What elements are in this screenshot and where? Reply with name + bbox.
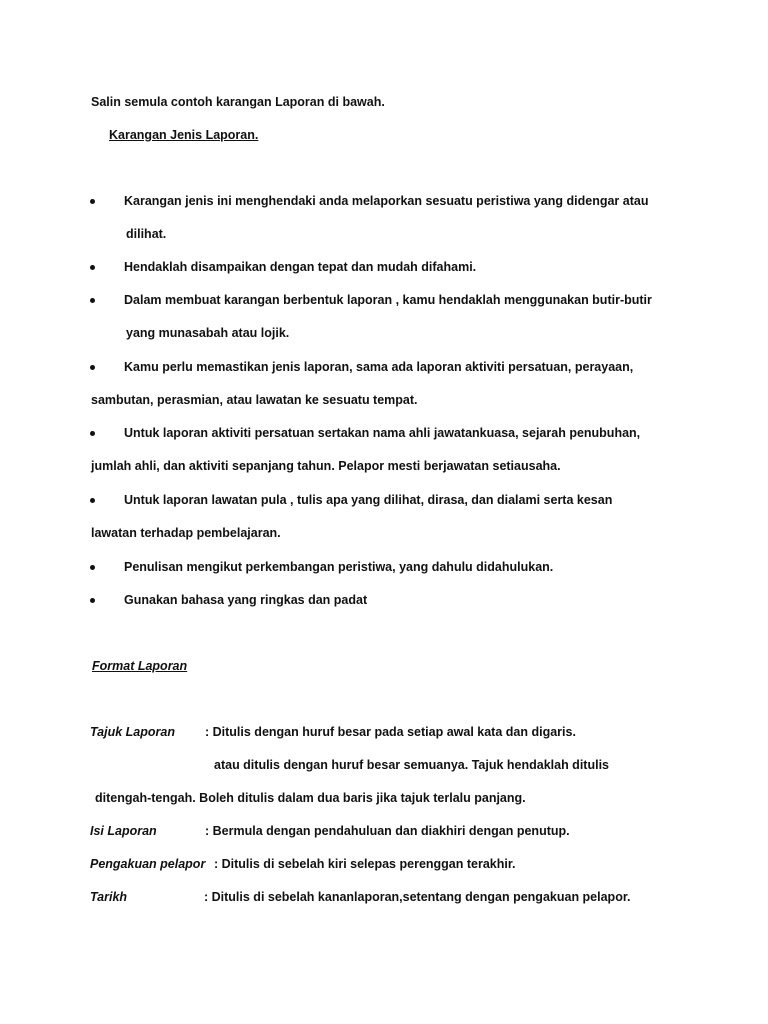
bullet-text: Untuk laporan aktiviti persatuan sertakan nama ahli jawatankuasa, sejarah penubuhan, — [124, 426, 641, 440]
bullet-text-continued: dilihat. — [126, 227, 167, 241]
format-description-continued: atau ditulis dengan huruf besar semuanya. Tajuk hendaklah ditulis — [214, 758, 609, 772]
format-description-continued: ditengah-tengah. Boleh ditulis dalam dua baris jika tajuk terlalu panjang. — [95, 791, 526, 805]
format-term: Tajuk Laporan — [90, 725, 175, 739]
bullet-text: Gunakan bahasa yang ringkas dan padat — [124, 593, 368, 607]
section-heading: Karangan Jenis Laporan. — [109, 128, 259, 142]
bullet-marker — [90, 498, 95, 503]
bullet-marker — [90, 265, 95, 270]
bullet-text-continued: sambutan, perasmian, atau lawatan ke sesuatu tempat. — [91, 393, 418, 407]
bullet-text-continued: jumlah ahli, dan aktiviti sepanjang tahun. Pelapor mesti berjawatan setiausaha. — [91, 459, 561, 473]
bullet-marker — [90, 598, 95, 603]
format-description: : Ditulis di sebelah kananlaporan,setentang dengan pengakuan pelapor. — [204, 890, 631, 904]
bullet-text: Kamu perlu memastikan jenis laporan, sama ada laporan aktiviti persatuan, perayaan, — [124, 360, 634, 374]
bullet-marker — [90, 298, 95, 303]
bullet-text: Penulisan mengikut perkembangan peristiwa, yang dahulu didahulukan. — [124, 560, 554, 574]
intro-text: Salin semula contoh karangan Laporan di bawah. — [91, 95, 385, 109]
format-description: : Ditulis di sebelah kiri selepas perenggan terakhir. — [214, 857, 516, 871]
format-heading: Format Laporan — [92, 659, 188, 673]
bullet-marker — [90, 365, 95, 370]
format-description: : Ditulis dengan huruf besar pada setiap awal kata dan digaris. — [205, 725, 576, 739]
bullet-marker — [90, 199, 95, 204]
bullet-text: Hendaklah disampaikan dengan tepat dan mudah difahami. — [124, 260, 477, 274]
bullet-text: Karangan jenis ini menghendaki anda melaporkan sesuatu peristiwa yang didengar atau — [124, 194, 649, 208]
bullet-text: Untuk laporan lawatan pula , tulis apa yang dilihat, dirasa, dan dialami serta kesan — [124, 493, 613, 507]
format-term: Tarikh — [90, 890, 128, 904]
format-description: : Bermula dengan pendahuluan dan diakhiri dengan penutup. — [205, 824, 570, 838]
format-term: Pengakuan pelapor — [90, 857, 206, 871]
bullet-marker — [90, 431, 95, 436]
bullet-text-continued: yang munasabah atau lojik. — [126, 326, 290, 340]
format-term: Isi Laporan — [90, 824, 157, 838]
bullet-text-continued: lawatan terhadap pembelajaran. — [91, 526, 281, 540]
bullet-marker — [90, 565, 95, 570]
bullet-text: Dalam membuat karangan berbentuk laporan , kamu hendaklah menggunakan butir-butir — [124, 293, 652, 307]
